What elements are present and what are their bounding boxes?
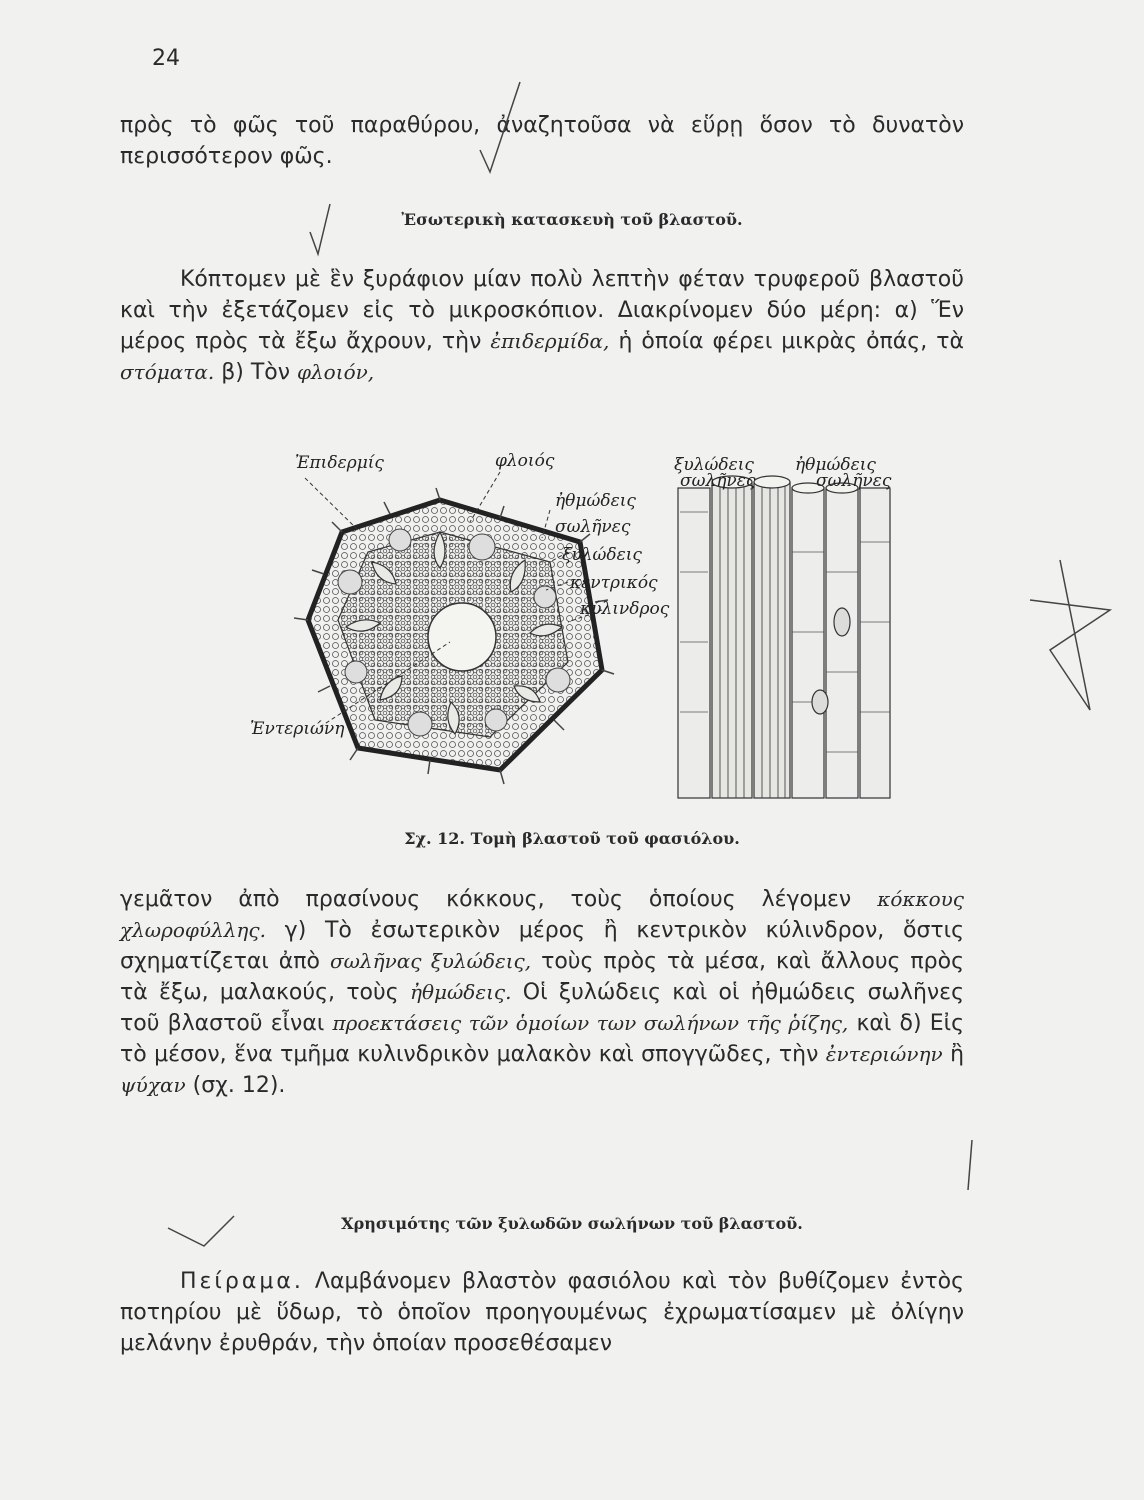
p3-term-psychan: ψύχαν <box>120 1073 186 1097</box>
section-heading-xylem-use: Χρησιμότης τῶν ξυλωδῶν σωλήνων τοῦ βλαστοῦ. <box>341 1214 803 1233</box>
label-right-tubes-1: σωλῆνες <box>680 471 756 491</box>
label-right-tubes-2: σωλῆνες <box>816 471 892 491</box>
p3-text-2: γ) Τὸ ἐσωτερικὸν μέρος ἢ κεντρικὸν κύλινδρον, ὅστις σχηματίζεται ἀπὸ <box>120 918 964 974</box>
p3-text-7: (σχ. 12). <box>185 1073 286 1098</box>
section-heading-internal-structure: Ἐσωτερικὴ κατασκευὴ τοῦ βλαστοῦ. <box>401 210 743 229</box>
p2-term-phloem: φλοιόν, <box>297 360 375 384</box>
label-phloem: φλοιός <box>495 452 555 471</box>
label-pith: Ἐντεριώνη <box>250 719 345 739</box>
p3-text-3: τοὺς πρὸς τὰ μέσα, καὶ ἄλλους πρὸς τὰ ἔξω, μαλακούς, τοὺς <box>120 949 964 1005</box>
p3-term-chlorophyll: κόκκους χλωροφύλλης. <box>120 887 964 942</box>
label-xylem: ξυλώδεις <box>562 545 642 565</box>
p3-text-5: καὶ δ) Εἰς τὸ μέσον, ἕνα τμῆμα κυλινδρικὸν μαλακὸν καὶ σπογγῶδες, τὴν <box>120 1011 964 1067</box>
label-right-xylem: ξυλώδεις <box>674 455 754 475</box>
label-central: κεντρικός <box>570 573 658 593</box>
paragraph-1-text: πρὸς τὸ φῶς τοῦ παραθύρου, ἀναζητοῦσα νὰ εὕρῃ ὅσον τὸ δυνατὸν περισσότερον φῶς. <box>120 113 964 169</box>
p2-term-epidermis: ἐπιδερμίδα, <box>490 329 610 353</box>
page-number: 24 <box>152 46 180 71</box>
p3-term-pith: ἐντεριώνην <box>825 1042 943 1066</box>
p4-lead-experiment: Πείραμα. <box>180 1269 304 1294</box>
label-sieve-tubes-1: ἠθμώδεις <box>555 491 636 511</box>
label-sieve-tubes-2: σωλῆνες <box>555 517 631 537</box>
p3-text-6: ἢ <box>942 1042 965 1067</box>
label-right-sieve: ἠθμώδεις <box>795 455 876 475</box>
margin-star <box>1030 560 1110 710</box>
p3-term-extensions: προεκτάσεις τῶν ὁμοίων των σωλήνων τῆς ῥίζης, <box>332 1011 849 1035</box>
margin-mark <box>968 1140 972 1190</box>
figure-caption: Σχ. 12. Τομὴ βλαστοῦ τοῦ φασιόλου. <box>404 829 740 848</box>
check-mark-1 <box>480 82 520 172</box>
p2-term-stomata: στόματα. <box>120 360 215 384</box>
label-cylinder: κύλινδρος <box>580 599 670 619</box>
p4-text: Λαμβάνομεν βλαστὸν φασιόλου καὶ τὸν βυθίζομεν ἐντὸς ποτηρίου μὲ ὕδωρ, τὸ ὁποῖον προηγουμένως ἐχρωματίσαμεν μὲ ὀλίγην μελάνην ἐρυθράν, τὴν ὁποίαν προσεθέσαμεν <box>120 1269 964 1356</box>
p2-text-2: ἡ ὁποία φέρει μικρὰς ὀπάς, τὰ <box>609 329 964 354</box>
p2-text-3: β) Τὸν <box>214 360 297 385</box>
p3-term-sieve: ἠθμώδεις. <box>409 980 512 1004</box>
p3-text-1: γεμᾶτον ἀπὸ πρασίνους κόκκους, τοὺς ὁποίους λέγομεν <box>120 887 878 912</box>
check-mark-3 <box>168 1216 234 1246</box>
p3-term-xylem-tubes: σωλῆνας ξυλώδεις, <box>329 949 532 973</box>
p3-text-4: Οἱ ξυλώδεις καὶ οἱ ἠθμώδεις σωλῆνες τοῦ βλαστοῦ εἶναι <box>120 980 964 1036</box>
label-epidermis: Ἐπιδερμίς <box>295 453 384 473</box>
p2-text-1: Κόπτομεν μὲ ἓν ξυράφιον μίαν πολὺ λεπτὴν φέταν τρυφεροῦ βλαστοῦ καὶ τὴν ἐξετάζομεν εἰς τὸ μικροσκόπιον. Διακρίνομεν δύο μέρη: α) Ἕν μέρος πρὸς τὰ ἔξω ἄχρουν, τὴν <box>120 267 964 354</box>
check-mark-2 <box>310 204 330 254</box>
